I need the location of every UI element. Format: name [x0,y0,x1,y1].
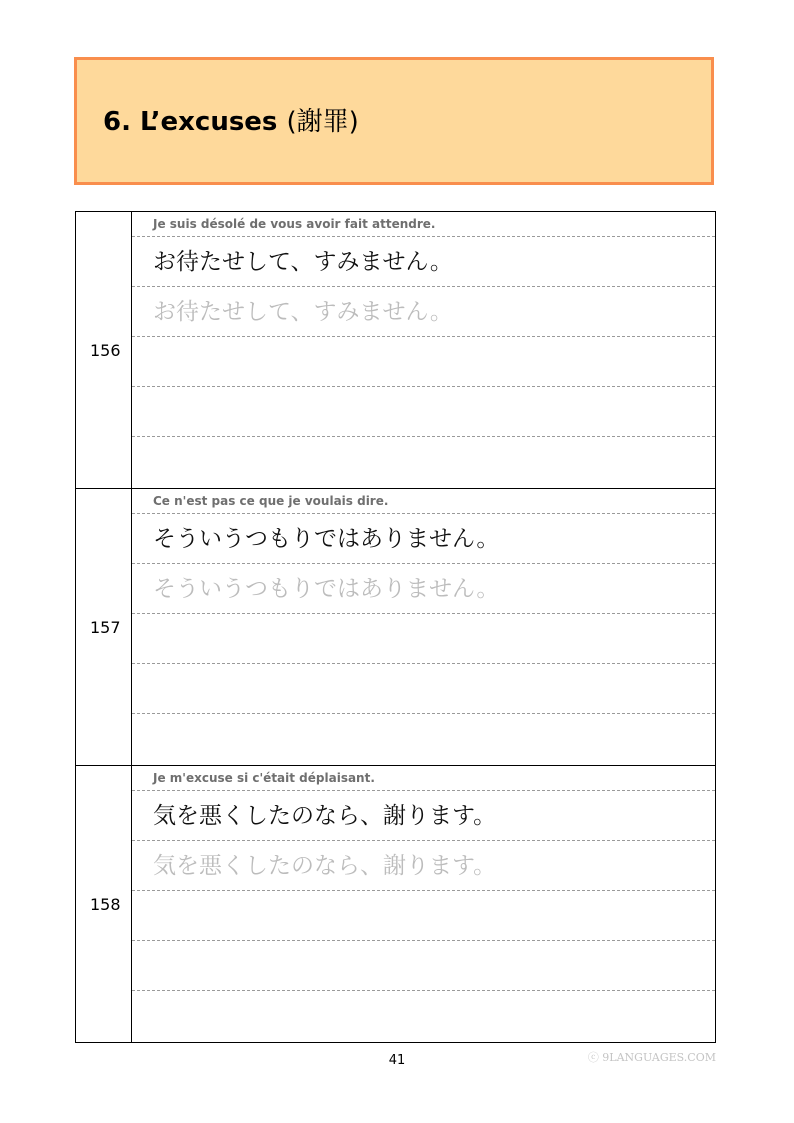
french-sentence: Je m'excuse si c'était déplaisant. [132,766,715,791]
entry-lines [132,766,715,1042]
section-title-french: L’excuses [140,107,278,137]
entry-number: 157 [76,489,132,765]
practice-entry [76,489,715,766]
entry-lines [132,212,715,488]
practice-sheet [75,211,716,1043]
entry-number: 158 [76,766,132,1042]
copyright-notice: ⓒ 9LANGUAGES.COM [587,1051,716,1064]
writing-line[interactable] [132,664,715,714]
tracing-sentence: そういうつもりではありません。 [132,564,715,614]
french-sentence: Ce n'est pas ce que je voulais dire. [132,489,715,514]
section-title-japanese: (謝罪) [286,107,359,137]
japanese-sentence: そういうつもりではありません。 [132,514,715,564]
writing-line[interactable] [132,941,715,991]
tracing-sentence: お待たせして、すみません。 [132,287,715,337]
writing-line[interactable] [132,891,715,941]
japanese-sentence: お待たせして、すみません。 [132,237,715,287]
japanese-sentence: 気を悪くしたのなら、謝ります。 [132,791,715,841]
writing-line[interactable] [132,714,715,765]
section-title [103,106,359,138]
section-title-box [74,57,714,185]
writing-line[interactable] [132,437,715,488]
writing-line[interactable] [132,337,715,387]
french-sentence: Je suis désolé de vous avoir fait attendre. [132,212,715,237]
writing-line[interactable] [132,991,715,1042]
practice-entry [76,212,715,489]
entry-number: 156 [76,212,132,488]
writing-line[interactable] [132,387,715,437]
practice-entry [76,766,715,1043]
section-number: 6. [103,107,131,137]
writing-line[interactable] [132,614,715,664]
entry-lines [132,489,715,765]
tracing-sentence: 気を悪くしたのなら、謝ります。 [132,841,715,891]
page-number: 41 [388,1053,406,1068]
